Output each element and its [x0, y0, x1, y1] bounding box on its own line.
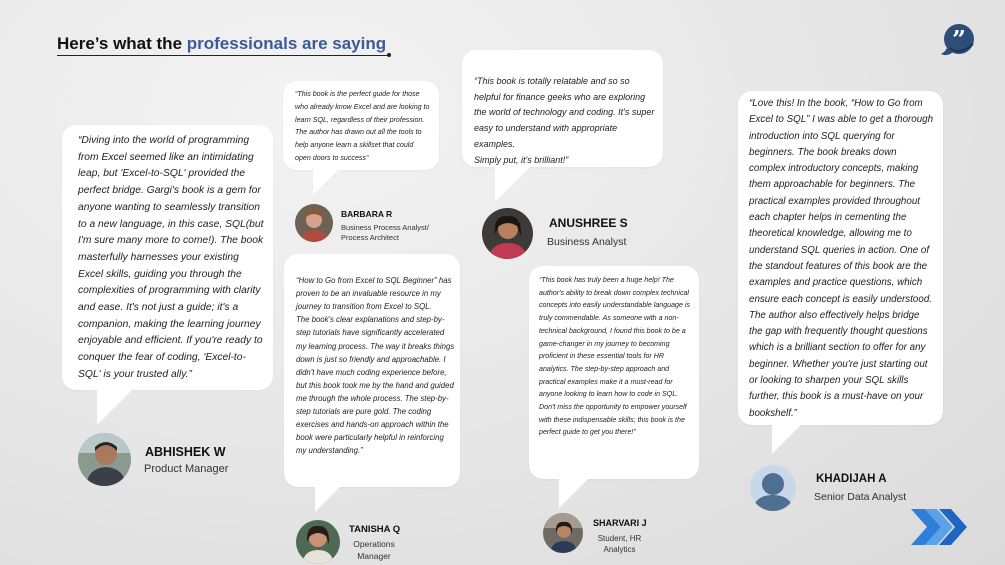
testimonial-role: Business Process Analyst/ Process Architect — [341, 223, 429, 242]
testimonial-quote: “Love this! In the book, “How to Go from Excel to SQL” I was able to get a thorough introduction into SQL querying for beginners. The book breaks down complex introductory concepts, making them approachable for beginners. The practical examples provided throughout each chapter helps in cementing the theoretical knowledge, allowing me to understand SQL queries in action. One of the standout features of this book are the examples and practice questions, which ensure each concept is easily understood. The author also effectively helps bridge the gap with frequently thought questions which is a brilliant section to offer for any beginner. Whether you're just starting out or looking to sharpen your SQL skills further, this book is a must-have on your bookshelf.” — [749, 98, 934, 419]
testimonial-quote: “This book is the perfect guide for those who already know Excel and are looking to learn SQL, regardless of their profession. The author has drawn out all the tools to help anyone learn a skillset that could open doors to success” — [295, 90, 430, 162]
double-chevron-right-icon[interactable] — [911, 507, 969, 547]
testimonial-quote: “This book has truly been a huge help! The author's ability to break down complex technical concepts into easily understandable language is truly commendable. As someone with a non-technical background, I found this book to be a game-changer in my journey to becoming proficient in these essential tools for HR analytics. The step-by-step approach and practical examples make it a must-read for anyone looking to learn how to code in SQL. Don't miss the opportunity to empower yourself with these indispensable skills; this book is the perfect guide to get you there!” — [539, 276, 691, 437]
quote-bubble-icon — [937, 22, 979, 58]
testimonial-name: KHADIJAH A — [816, 473, 887, 485]
testimonial-card-sharvari — [529, 266, 699, 479]
avatar-khadijah — [750, 465, 796, 511]
testimonial-role: Senior Data Analyst — [814, 491, 907, 503]
bubble-tail — [772, 424, 802, 454]
testimonial-role: Operations Manager — [353, 539, 395, 561]
testimonial-name: TANISHA Q — [349, 524, 401, 535]
bubble-tail — [315, 486, 341, 512]
testimonial-quote: “This book is totally relatable and so so helpful for finance geeks who are exploring the world of technology and coding. It's super easy to understand with appropriate examples. Simply put, it's brilliant!” — [474, 75, 655, 165]
title-underline — [57, 55, 390, 56]
testimonial-quote: “Diving into the world of programming from Excel seemed like an intimidating leap, but 'Excel-to-SQL' provided the perfect bridge. Gargi's book is a gem for anyone wanting to seamlessly transition to a new language, in this case, SQL(but I'm sure many more to come!). The book masterfully harnesses your existing Excel skills, guiding you through the complexities of programming with clarity and ease. It's not just a guide; it's a companion, making the learning journey enjoyable and efficient. If you're ready to conquer the fear of coding, 'Excel-to-SQL' is your trusted ally.” — [78, 135, 264, 380]
testimonial-card-anushree — [462, 50, 663, 167]
title-underline-dot — [387, 53, 391, 57]
avatar-abhishek — [78, 433, 131, 486]
bubble-tail — [559, 478, 589, 508]
testimonial-role: Business Analyst — [547, 236, 627, 248]
testimonial-name: BARBARA R — [341, 209, 393, 219]
testimonial-name: ANUSHREE S — [549, 216, 628, 230]
testimonial-card-abhishek — [62, 125, 273, 390]
testimonial-card-khadijah — [738, 91, 943, 425]
bubble-tail — [313, 169, 339, 195]
svg-text:”: ” — [952, 25, 966, 54]
testimonial-role: Student, HR Analytics — [597, 534, 642, 554]
page-title — [57, 34, 386, 54]
testimonial-card-barbara — [283, 81, 439, 170]
page-title-prefix: Here’s what the — [57, 34, 187, 53]
testimonial-role: Product Manager — [144, 463, 229, 475]
testimonial-card-tanisha — [284, 254, 460, 487]
bubble-tail — [97, 389, 133, 425]
avatar-anushree — [482, 208, 533, 259]
avatar-barbara — [295, 204, 333, 242]
avatar-sharvari — [543, 513, 583, 553]
bubble-tail — [495, 166, 531, 202]
avatar-tanisha — [296, 520, 340, 564]
testimonial-quote: “How to Go from Excel to SQL Beginner” has proven to be an invaluable resource in my journey to transition from Excel to SQL. The book's clear explanations and step-by-step tutorials have significantly accelerated my learning process. The way it breaks things down is just so friendly and approachable. I didn't have much coding experience before, but this book took me by the hand and guided me through the whole process. The step-by-step tutorials are pure gold. The coding exercises and hands-on approach within the book were particularly helpful in reinforcing my understanding.” — [296, 276, 455, 456]
testimonial-name: SHARVARI J — [593, 518, 647, 528]
page-title-accent: professionals are saying — [186, 34, 387, 53]
testimonial-name: ABHISHEK W — [145, 445, 226, 459]
